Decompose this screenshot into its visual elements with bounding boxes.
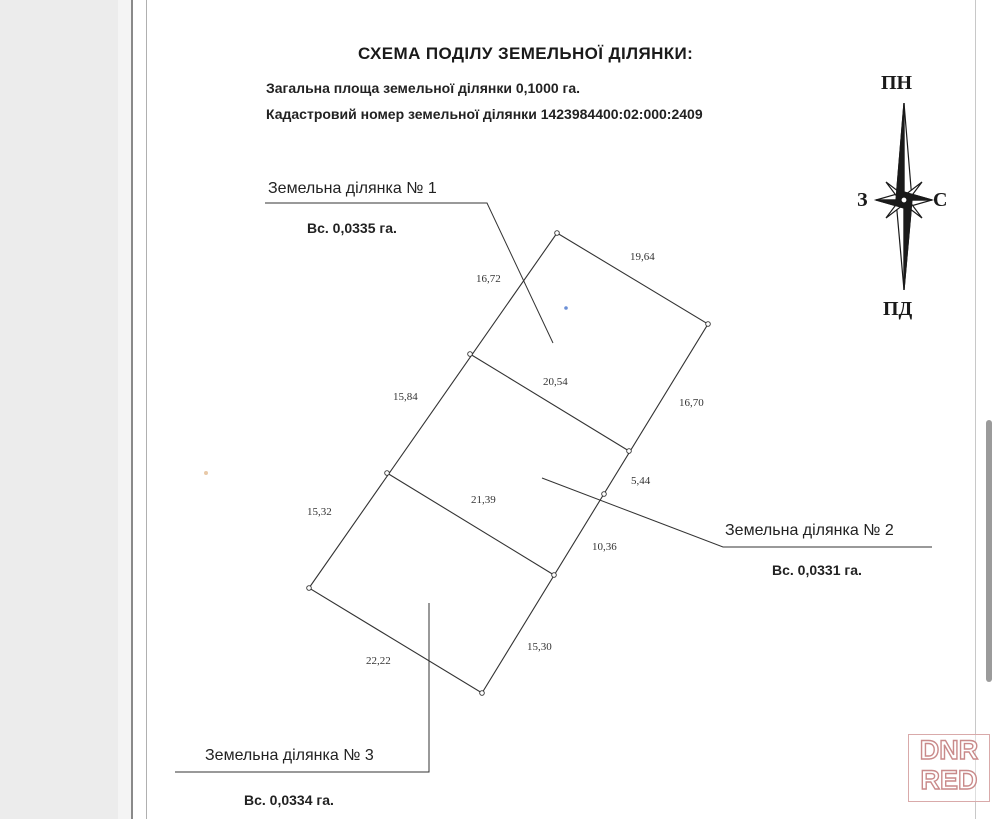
compass-icon <box>876 103 932 290</box>
total-area-text: Загальна площа земельної ділянки 0,1000 га. <box>266 80 581 96</box>
plot-1-label: Земельна ділянка № 1 <box>268 180 437 197</box>
watermark-line-1: DNR <box>919 735 979 765</box>
dimension-label: 19,64 <box>630 251 655 263</box>
division-line-2-3 <box>387 473 554 575</box>
dimension-label: 15,30 <box>527 641 552 653</box>
watermark-logo <box>908 734 990 802</box>
watermark-line-2: RED <box>920 765 978 795</box>
compass-south-label: ПД <box>883 298 913 320</box>
stray-mark <box>564 306 568 310</box>
plot-boundary <box>309 233 708 693</box>
plot-1-area: Вс. 0,0335 га. <box>307 220 397 236</box>
division-line-1-2 <box>470 354 629 451</box>
boundary-points <box>307 231 711 696</box>
cadastral-number-text: Кадастровий номер земельної ділянки 1423984400:02:000:2409 <box>266 106 703 122</box>
dimension-label: 22,22 <box>366 655 391 667</box>
dimension-label: 5,44 <box>631 475 651 487</box>
stray-mark <box>204 471 208 475</box>
plot-2-label: Земельна ділянка № 2 <box>725 522 894 539</box>
dimension-label: 16,70 <box>679 397 704 409</box>
plot-2-area: Вс. 0,0331 га. <box>772 562 862 578</box>
compass-west-label: З <box>857 189 868 211</box>
plot-3-area: Вс. 0,0334 га. <box>244 792 334 808</box>
plot-3-label: Земельна ділянка № 3 <box>205 747 374 764</box>
dimension-label: 20,54 <box>543 376 568 388</box>
dimension-label: 10,36 <box>592 541 617 553</box>
leader-lines <box>175 203 932 772</box>
dimension-label: 15,32 <box>307 506 332 518</box>
dimension-label: 16,72 <box>476 273 501 285</box>
dimension-label: 15,84 <box>393 391 418 403</box>
document-title: СХЕМА ПОДІЛУ ЗЕМЕЛЬНОЇ ДІЛЯНКИ: <box>358 44 694 63</box>
dimension-label: 21,39 <box>471 494 496 506</box>
compass-east-label: С <box>933 189 948 211</box>
compass-north-label: ПН <box>881 72 913 94</box>
